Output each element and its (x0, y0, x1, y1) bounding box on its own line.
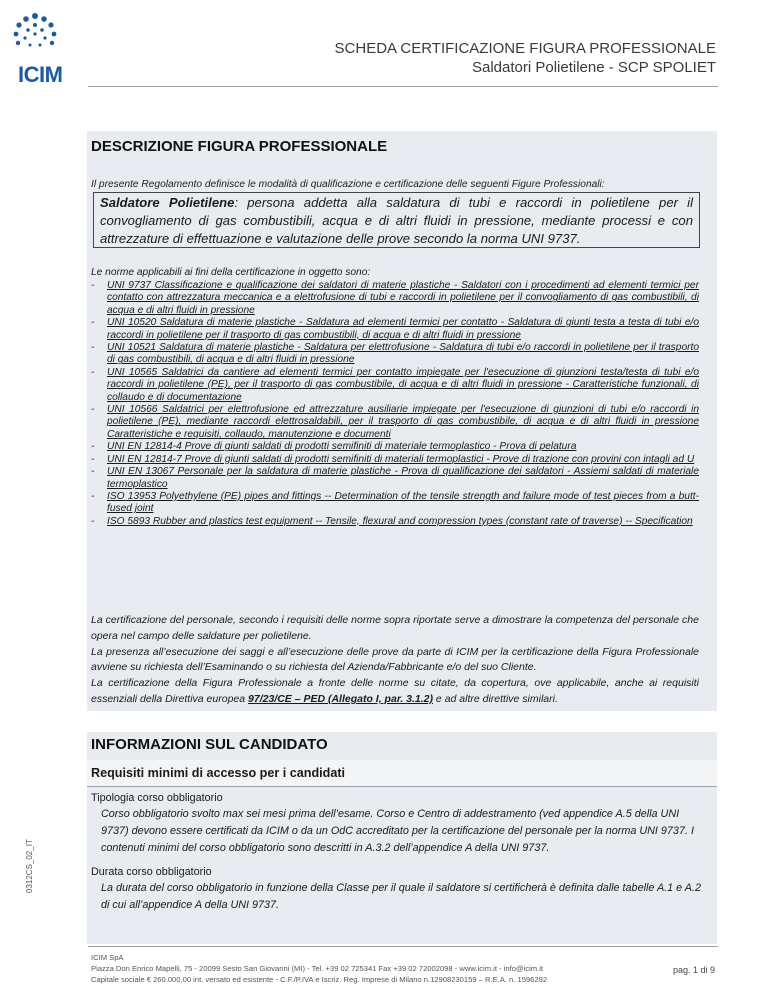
icim-logo (6, 10, 64, 87)
norm-item: - UNI 10565 Saldatrici da cantiere ad elementi termici per contatto impiegate per l'esecuzione di giunzioni testa/testa di tubi e/o raccordi in polietilene (PE), per il trasporto di gas combustibile, di acqua e di altri fluidi in pressione - Caratteristiche funzionali, di collaudo e di documentazione (85, 367, 699, 404)
page-number: pag. 1 di 9 (672, 965, 715, 975)
professional-figure-term: Saldatore Polietilene (100, 195, 235, 210)
norms-list (85, 280, 699, 528)
paragraph-directive (91, 676, 699, 708)
course-type-label: Tipologia corso obbligatorio (91, 792, 223, 804)
norm-item: - ISO 5893 Rubber and plastics test equipment -- Tensile, flexural and compression types (constant rate of traverse) -- Specification (85, 516, 699, 528)
norms-intro: Le norme applicabili ai fini della certificazione in oggetto sono: (91, 267, 371, 278)
footer-info (91, 952, 547, 985)
norm-item: - UNI EN 12814-7 Prove di giunti saldati di prodotti semifiniti di materiali termoplastici - Prove di trazione con provini con intagli ad U (85, 454, 699, 466)
section-title-description: DESCRIZIONE FIGURA PROFESSIONALE (91, 138, 388, 155)
professional-figure-definition (100, 194, 693, 248)
norm-item: - UNI EN 13067 Personale per la saldatura di materie plastiche - Prova di qualificazione dei saldatori - Assiemi saldati di materiale termoplastico (85, 466, 699, 491)
certification-paragraphs (91, 613, 699, 708)
directive-reference: 97/23/CE – PED (Allegato I, par. 3.1.2) (248, 692, 434, 705)
document-code: 0312CS_02_IT (25, 839, 34, 893)
course-type-text: Corso obbligatorio svolto max sei mesi prima dell’esame. Corso e Centro di addestramento (ved appendice A.5 della UNI 9737) devono essere certificati da ICIM o da un OdC accreditato per la certificazione del personale per la norma UNI 9737. I contenuti minimi del corso obbligatorio sono descritti in A.3.2 dell’appendice A della UNI 9737. (101, 808, 694, 854)
norm-item: - UNI 9737 Classificazione e qualificazione dei saldatori di materie plastiche - Saldatori con i procedimenti ad elementi termici per contatto con attrezzatura meccanica e a elettrofusione di tubi e raccordi in polietilene per il convogliamento di gas combustibili, di acqua e di altri fluidi in pressione (85, 280, 699, 317)
section-title-candidate: INFORMAZIONI SUL CANDIDATO (91, 736, 328, 753)
paragraph-presence: La presenza all’esecuzione dei saggi e all’esecuzione delle prove da parte di ICIM per la certificazione della Figura Professionale avviene su richiesta dell’Esaminando o su richiesta del Azienda/Fabbricante e/o del suo Cliente. (91, 645, 699, 674)
document-subtitle: Saldatori Polietilene - SCP SPOLIET (471, 59, 716, 76)
requirements-subheading-text: Requisiti minimi di accesso per i candidati (91, 766, 346, 780)
professional-figure-box (93, 192, 700, 248)
document-title: SCHEDA CERTIFICAZIONE FIGURA PROFESSIONALE (334, 40, 716, 57)
paragraph-competence: La certificazione del personale, secondo i requisiti delle norme sopra riportate serve a dimostrare la competenza del personale che opera nel campo delle saldature per polietilene. (91, 614, 699, 642)
course-duration-text: La durata del corso obbligatorio in funzione della Classe per il quale il saldatore si certificherà è definita dalle tabelle A.1 e A.2 di cui all’appendice A della UNI 9737. (101, 882, 701, 911)
footer-divider (88, 946, 718, 947)
norm-item: - UNI 10520 Saldatura di materie plastiche - Saldatura ad elementi termici per contatto - Saldatura di giunti testa a testa di tubi e/o raccordi in polietilene per il trasporto di gas combustibili, di acqua e di altri fluidi in pressione (85, 317, 699, 342)
norm-item: - UNI 10566 Saldatrici per elettrofusione ed attrezzature ausiliarie impiegate per l'esecuzione di giunzioni di tubi e/o raccordi in polietilene (PE), mediante raccordi elettrosaldabili, per il trasporto di gas combustibile, di acqua e di altri fluidi in pressione Caratteristiche e requisiti, collaudo, manutenzione e documenti (85, 404, 699, 441)
norm-item: - ISO 13953 Polyethylene (PE) pipes and fittings -- Determination of the tensile strength and failure mode of test pieces from a butt-fused joint (85, 491, 699, 516)
professional-figure-text: : persona addetta alla saldatura di tubi e raccordi in polietilene per il convogliamento di gas combustibili, acqua e di altri fluidi in pressione, mediante processi e con attrezzature di effettuazione e valutazione delle prove secondo la norma UNI 9737. (100, 195, 693, 246)
course-duration-label: Durata corso obbligatorio (91, 866, 212, 878)
footer-address: Piazza Don Enrico Mapelli, 75 - 20099 Sesto San Giovanni (MI) - Tel. +39 02 725341 Fax +39 02 72002098 - www.icim.it - info@icim.it (91, 964, 544, 973)
paragraph-directive-end: e ad altre direttive similari. (433, 692, 558, 705)
regulation-intro: Il presente Regolamento definisce le modalità di qualificazione e certificazione delle seguenti Figure Professionali: (91, 179, 605, 190)
header-divider (88, 86, 718, 87)
logo-dots-icon (6, 10, 64, 62)
norm-item: - UNI EN 12814-4 Prove di giunti saldati di prodotti semifiniti di materiale termoplastico - Prova di pelatura (85, 441, 699, 453)
logo-text: ICIM (18, 62, 63, 87)
footer-company: ICIM SpA (91, 953, 124, 962)
footer-registration: Capitale sociale € 260.000,00 int. versato ed esistente - C.F./P.IVA e Iscriz. Reg. Imprese di Milano n.12908230159 – R.E.A. n. 1596292 (91, 975, 548, 984)
norm-item: - UNI 10521 Saldatura di materie plastiche - Saldatura per elettrofusione - Saldatura di tubi e/o raccordi in polietilene per il trasporto di gas combustibili, di acqua e di altri fluidi in pressione (85, 342, 699, 367)
requirements-subheading (87, 760, 717, 787)
paragraph-directive-text: La certificazione della Figura Professionale a fronte delle norme su citate, da copertura, ove applicabile, anche ai requisiti essenziali della Direttiva europea (91, 677, 699, 705)
